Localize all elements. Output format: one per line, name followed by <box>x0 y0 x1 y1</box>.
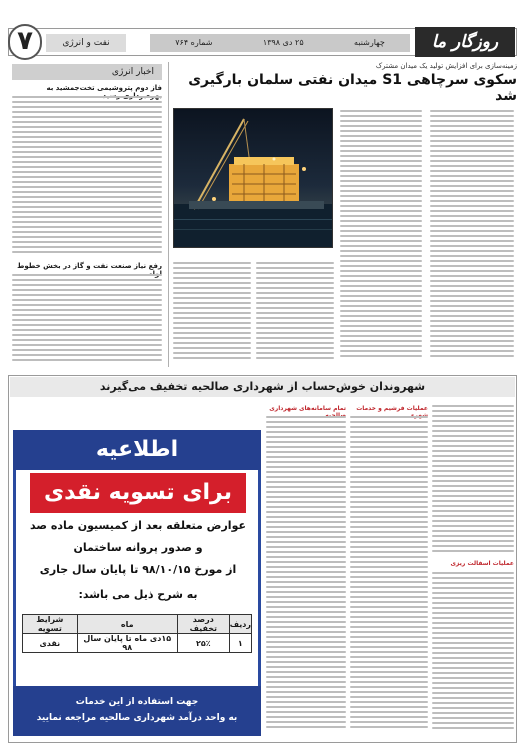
story-kicker: زمینه‌سازی برای افزایش تولید یک میدان مشترک <box>375 62 517 70</box>
notice-footer <box>13 686 261 736</box>
newspaper-logo: روزگار ما <box>415 27 515 57</box>
article-column <box>256 262 334 362</box>
notice-red-banner: برای تسویه نقدی <box>30 473 246 513</box>
ad-subhead: عملیات اسفالت ریزی <box>450 560 514 567</box>
table-header-row <box>23 615 252 634</box>
ad-column <box>266 416 346 731</box>
table-header: درصد تخفیف <box>177 615 229 634</box>
notice-footer-line-1: جهت استفاده از این خدمات <box>75 697 199 707</box>
ad-subhead: تمام سامانه‌های شهرداری <box>269 405 346 412</box>
section-label: نفت و انرژی <box>46 34 126 52</box>
date-bar <box>150 34 410 52</box>
news-item-body <box>12 274 162 364</box>
ad-subhead: عملیات فرشیم و خدمات <box>356 405 428 412</box>
issue-number: شماره ۷۶۴ <box>175 38 213 47</box>
ad-column <box>350 416 428 731</box>
table-header: ماه <box>77 615 177 634</box>
column-divider <box>168 62 169 367</box>
article-column <box>340 110 422 360</box>
discount-table <box>22 614 252 653</box>
news-item-title: فاز دوم پتروشیمی تخت‌جمشید به <box>46 84 162 92</box>
energy-news-header: اخبار انرژی <box>12 64 162 80</box>
oil-platform-photo <box>173 108 333 248</box>
ad-column <box>432 405 514 555</box>
news-item-title: رفع نیاز صنعت نفت و گاز در بخش خطوط <box>17 262 162 270</box>
table-cell: ۱۵دی ماه تا پایان سال ۹۸ <box>77 634 177 653</box>
notice-heading: اطلاعیه <box>13 430 261 470</box>
notice-line-1: عوارض متعلقه بعد از کمیسیون ماده صد <box>30 519 246 532</box>
table-header: شرایط تسویه <box>23 615 78 634</box>
ad-headline: شهروندان خوش‌حساب از شهرداری صالحیه تخفیف می‌گیرند <box>10 377 515 397</box>
table-row <box>23 634 252 653</box>
table-cell: ۲۵٪ <box>177 634 229 653</box>
article-column <box>173 262 251 362</box>
article-column <box>430 110 514 360</box>
table-header: ردیف <box>229 615 251 634</box>
news-item-body <box>12 96 162 256</box>
date: ۲۵ دی ۱۳۹۸ <box>262 38 304 47</box>
notice-footer-line-2: به واحد درآمد شهرداری صالحیه مراجعه نمایید <box>36 713 238 723</box>
notice-line-2: و صدور پروانه ساختمان <box>73 541 203 554</box>
story-headline: سکوی سرچاهی S1 میدان نفتی سلمان بارگیری شد <box>188 72 517 104</box>
table-cell: نقدی <box>23 634 78 653</box>
ad-column <box>432 572 514 732</box>
notice-line-3: از مورخ ۹۸/۱۰/۱۵ تا پایان سال جاری <box>39 563 237 576</box>
notice-line-4: به شرح ذیل می باشد: <box>78 588 198 601</box>
page-number: ۷ <box>8 24 42 60</box>
table-cell: ۱ <box>229 634 251 653</box>
day: چهارشنبه <box>354 38 385 47</box>
